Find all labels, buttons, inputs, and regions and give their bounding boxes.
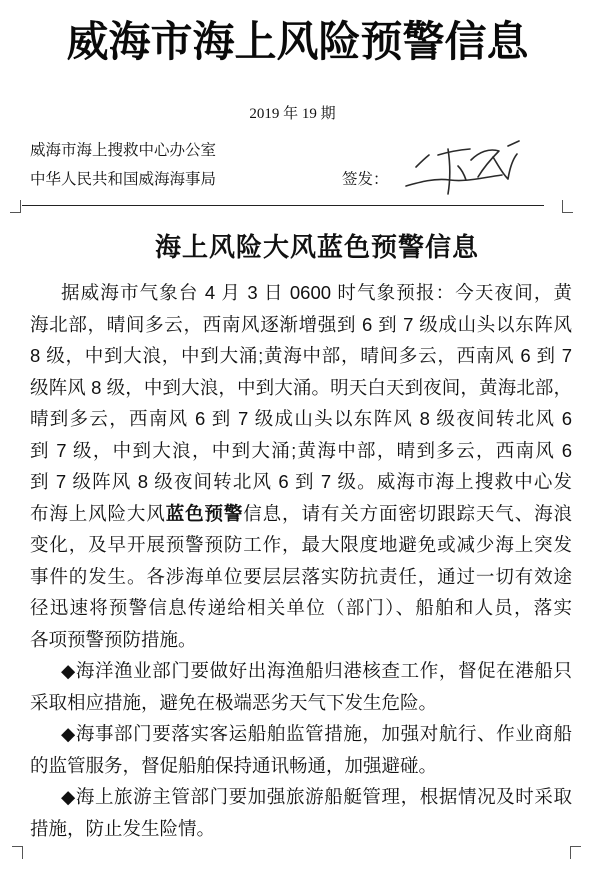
paragraph-line: 径迅速将预警信息传递给相关单位（部门）、船舶和人员，落实	[30, 597, 572, 618]
paragraph-line: 晴到多云，西南风 6 到 7 级成山头以东阵风 8 级夜间转北风 6	[30, 408, 572, 429]
issue-number: 2019 年 19 期	[249, 106, 336, 122]
issuer-bureau: 中华人民共和国威海海事局	[30, 171, 217, 188]
paragraph-text: 信息，请有关方面密切跟踪天气、海浪	[243, 502, 572, 524]
paragraph-line: 到 7 级，中到大浪，中到大涌;黄海中部，晴到多云，西南风 6	[30, 439, 572, 461]
paragraph-line: 8 级，中到大浪，中到大涌;黄海中部，晴间多云，西南风 6 到 7	[30, 345, 572, 366]
signoff-label: 签发：	[342, 171, 389, 188]
paragraph-line: 变化，及早开展预警预防工作，最大限度地避免或减少海上突发	[30, 534, 572, 555]
paragraph-line: 据威海市气象台 4 月 3 日 0600 时气象预报：今天夜间，黄	[61, 282, 572, 303]
paragraph-line	[30, 498, 572, 530]
issuer-office: 威海市海上搜救中心办公室	[30, 142, 217, 159]
paragraph-line: 海北部，晴间多云，西南风逐渐增强到 6 到 7 级成山头以东阵风	[30, 313, 572, 335]
measure-item-maritime-continued: 的监管服务，督促船舶保持通讯畅通，加强避碰。	[30, 754, 438, 776]
measure-item-maritime: ◆海事部门要落实客运船舶监管措施，加强对航行、作业商船	[61, 723, 572, 744]
measure-item-fishery: ◆海洋渔业部门要做好出海渔船归港核查工作，督促在港船只	[61, 660, 572, 681]
measure-item-fishery-continued: 采取相应措施，避免在极端恶劣天气下发生危险。	[30, 691, 438, 713]
paragraph-line: 事件的发生。各涉海单位要层层落实防抗责任，通过一切有效途	[30, 565, 572, 587]
handwritten-signature	[398, 136, 528, 206]
measure-item-tourism: ◆海上旅游主管部门要加强旅游船艇管理，根据情况及时采取	[61, 786, 572, 807]
warning-level-emphasis: 蓝色预警	[165, 502, 244, 524]
measure-item-tourism-continued: 措施，防止发生险情。	[30, 817, 216, 839]
header-divider	[22, 205, 544, 206]
notice-headline: 海上风险大风蓝色预警信息	[155, 233, 480, 263]
paragraph-line: 到 7 级阵风 8 级夜间转北风 6 到 7 级。威海市海上搜救中心发	[30, 471, 572, 492]
paragraph-text: 布海上风险大风	[30, 502, 166, 524]
crop-mark	[12, 846, 23, 859]
crop-mark	[10, 200, 21, 213]
crop-mark	[562, 200, 573, 213]
notice-body	[30, 277, 572, 844]
paragraph-line: 各项预警预防措施。	[30, 628, 197, 650]
paragraph-line: 级阵风 8 级，中到大浪，中到大涌。明天白天到夜间，黄海北部，	[30, 376, 572, 398]
crop-mark	[570, 846, 581, 859]
masthead-title: 威海市海上风险预警信息	[66, 17, 529, 66]
